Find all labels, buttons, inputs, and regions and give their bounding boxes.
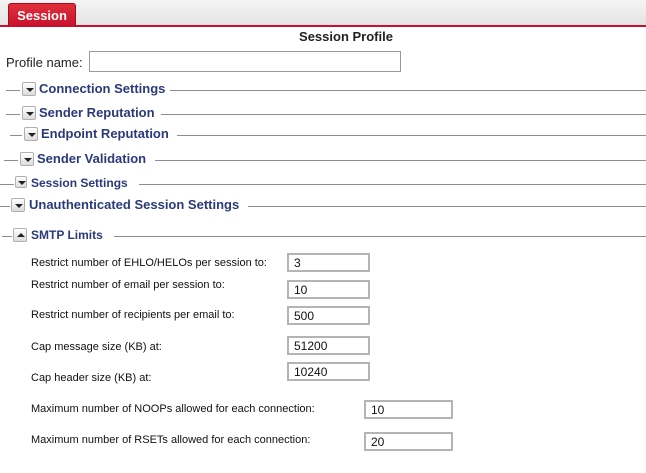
noops-limit-label: Maximum number of NOOPs allowed for each connection: bbox=[31, 403, 315, 415]
sender-reputation-toggle[interactable] bbox=[22, 106, 36, 120]
section-connection-settings bbox=[0, 81, 646, 99]
header-size-label: Cap header size (KB) at: bbox=[31, 372, 152, 384]
email-limit-label: Restrict number of email per session to: bbox=[31, 279, 225, 291]
sender-reputation-label[interactable]: Sender Reputation bbox=[39, 105, 155, 120]
chevron-up-icon bbox=[17, 233, 25, 237]
message-size-input[interactable] bbox=[287, 336, 370, 355]
sender-validation-toggle[interactable] bbox=[20, 152, 34, 166]
connection-settings-toggle[interactable] bbox=[22, 82, 36, 96]
section-session-settings bbox=[0, 175, 646, 193]
smtp-limits-label[interactable]: SMTP Limits bbox=[31, 228, 103, 242]
chevron-down-icon bbox=[28, 133, 36, 137]
header-size-input[interactable] bbox=[287, 362, 370, 381]
connection-settings-label[interactable]: Connection Settings bbox=[39, 81, 166, 96]
smtp-limits-toggle[interactable] bbox=[13, 228, 27, 242]
recipients-limit-input[interactable] bbox=[287, 306, 370, 325]
tab-bar bbox=[0, 0, 646, 27]
ehlo-limit-input[interactable] bbox=[287, 253, 370, 272]
rsets-limit-label: Maximum number of RSETs allowed for each connection: bbox=[31, 434, 311, 446]
endpoint-reputation-label[interactable]: Endpoint Reputation bbox=[41, 126, 169, 141]
page-title: Session Profile bbox=[299, 29, 393, 44]
section-endpoint-reputation bbox=[0, 126, 646, 144]
chevron-down-icon bbox=[15, 204, 23, 208]
profile-name-label: Profile name: bbox=[6, 55, 83, 70]
profile-name-input[interactable] bbox=[89, 51, 401, 72]
chevron-down-icon bbox=[26, 112, 34, 116]
unauthenticated-session-settings-label[interactable]: Unauthenticated Session Settings bbox=[29, 197, 240, 212]
noops-limit-input[interactable] bbox=[364, 400, 453, 419]
ehlo-limit-label: Restrict number of EHLO/HELOs per session to: bbox=[31, 257, 267, 269]
message-size-label: Cap message size (KB) at: bbox=[31, 341, 162, 353]
chevron-down-icon bbox=[18, 181, 26, 185]
chevron-down-icon bbox=[26, 88, 34, 92]
email-limit-input[interactable] bbox=[287, 280, 370, 299]
session-settings-toggle[interactable] bbox=[15, 176, 27, 188]
section-sender-reputation bbox=[0, 105, 646, 123]
recipients-limit-label: Restrict number of recipients per email to: bbox=[31, 309, 235, 321]
chevron-down-icon bbox=[24, 158, 32, 162]
section-unauthenticated-session-settings bbox=[0, 197, 646, 215]
session-settings-label[interactable]: Session Settings bbox=[31, 176, 128, 190]
endpoint-reputation-toggle[interactable] bbox=[24, 127, 38, 141]
sender-validation-label[interactable]: Sender Validation bbox=[37, 151, 147, 166]
tab-session[interactable]: Session bbox=[8, 3, 76, 27]
section-sender-validation bbox=[0, 151, 646, 169]
unauthenticated-session-settings-toggle[interactable] bbox=[11, 198, 25, 212]
rsets-limit-input[interactable] bbox=[364, 432, 453, 451]
section-smtp-limits bbox=[0, 227, 646, 245]
